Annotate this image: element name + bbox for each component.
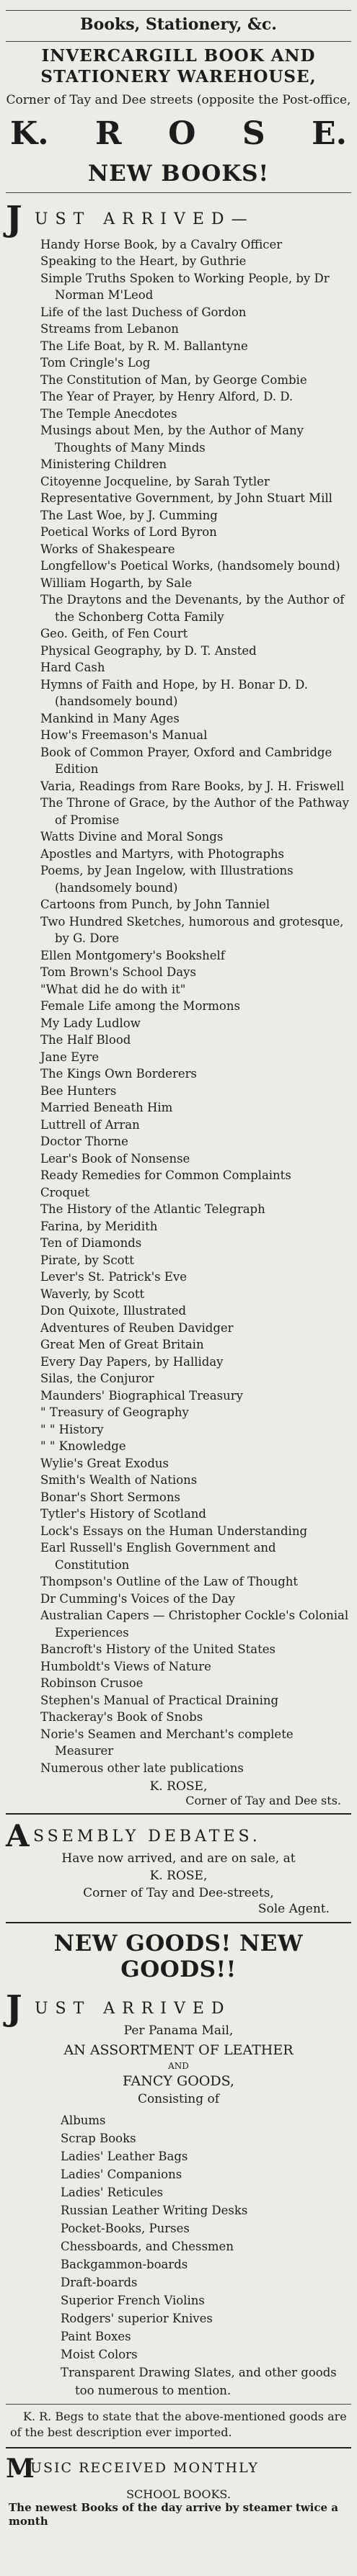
book-item: Representative Government, by John Stuart Mill: [40, 491, 332, 506]
book-item: "What did he do with it": [40, 982, 186, 996]
book-item: Bancroft's History of the United States: [40, 1642, 276, 1657]
assembly-heading: [6, 1818, 351, 1854]
assortment: AN ASSORTMENT OF LEATHER: [63, 2042, 294, 2059]
divider: [6, 41, 351, 42]
new-books-heading: NEW BOOKS!: [87, 160, 270, 187]
name-letter-s: S: [242, 115, 265, 152]
book-item: William Hogarth, by Sale: [40, 576, 193, 590]
book-item: Doctor Thorne: [40, 1135, 128, 1149]
book-item: Married Beneath Him: [40, 1101, 173, 1115]
steamer-line: The newest Books of the day arrive by steamer twice a month: [9, 2500, 338, 2528]
name-letter-k: K.: [10, 115, 49, 152]
quality-note: K. R. Begs to state that the above-mentioned goods are of the best description ever imported.: [10, 2410, 347, 2440]
goods-item: Ladies' Companions: [61, 2168, 182, 2182]
book-item: Watts Divine and Moral Songs: [40, 830, 224, 844]
assembly-line3: Corner of Tay and Dee-streets,: [83, 1885, 274, 1900]
book-item: Tom Cringle's Log: [40, 356, 151, 370]
book-item: Stephen's Manual of Practical Draining: [40, 1693, 279, 1707]
book-item: Pirate, by Scott: [40, 1253, 134, 1267]
drop-cap: J: [6, 1988, 22, 2029]
goods-item: Scrap Books: [61, 2132, 136, 2146]
assembly-line1: Have now arrived, and are on sale, at: [61, 1851, 296, 1866]
signature: K. ROSE,: [149, 1779, 208, 1794]
book-item: Every Day Papers, by Halliday: [40, 1354, 224, 1369]
book-item: Cartoons from Punch, by John Tanniel: [40, 898, 270, 912]
book-item: Streams from Lebanon: [40, 322, 179, 336]
and-text: AND: [168, 2060, 189, 2071]
book-item: Book of Common Prayer, Oxford and Cambridge Edition: [40, 745, 332, 777]
book-item: Robinson Crusoe: [40, 1676, 144, 1691]
divider: [6, 1813, 351, 1815]
goods-item: Rodgers' superior Knives: [61, 2312, 213, 2326]
book-item: Bonar's Short Sermons: [40, 1490, 180, 1504]
book-item: Don Quixote, Illustrated: [40, 1304, 187, 1318]
goods-item: Chessboards, and Chessmen: [61, 2240, 234, 2254]
name-letter-o: O: [168, 115, 196, 152]
goods-item: Draft-boards: [61, 2276, 138, 2290]
book-item: Hymns of Faith and Hope, by H. Bonar D. D. (handsomely bound): [40, 677, 309, 709]
goods-item: Ladies' Leather Bags: [61, 2150, 188, 2164]
book-item: Tytler's History of Scotland: [40, 1507, 206, 1521]
book-item: Varia, Readings from Rare Books, by J. H. Friswell: [40, 779, 345, 793]
book-item: Works of Shakespeare: [40, 542, 175, 556]
book-item: Australian Capers — Christopher Cockle's Colonial Experiences: [40, 1609, 349, 1640]
goods-item: Albums: [61, 2114, 106, 2128]
name-letter-e: E.: [312, 115, 347, 152]
book-item: The History of the Atlantic Telegraph: [40, 1202, 265, 1217]
book-item: Lock's Essays on the Human Understanding: [40, 1524, 308, 1538]
goods-item: Pocket-Books, Purses: [61, 2222, 190, 2236]
book-item: How's Freemason's Manual: [40, 728, 208, 743]
new-goods-banner: NEW GOODS! NEW GOODS!!: [53, 1931, 304, 1983]
book-item: Waverly, by Scott: [40, 1287, 145, 1301]
book-item: " " History: [40, 1422, 104, 1436]
book-item: Musings about Men, by the Author of Many Thoughts of Many Minds: [40, 424, 304, 455]
book-item: Physical Geography, by D. T. Ansted: [40, 643, 257, 658]
goods-item: Moist Colors: [61, 2348, 138, 2362]
book-item: The Year of Prayer, by Henry Alford, D. D.: [40, 390, 294, 404]
book-item: Speaking to the Heart, by Guthrie: [40, 254, 247, 269]
book-item: The Last Woe, by J. Cumming: [40, 508, 218, 522]
book-item: Norie's Seamen and Merchant's complete Measurer: [40, 1727, 294, 1758]
book-item: The Draytons and the Devenants, by the Author of the Schonberg Cotta Family: [40, 593, 345, 624]
book-item: Thackeray's Book of Snobs: [40, 1710, 203, 1725]
book-item: Mankind in Many Ages: [40, 711, 180, 725]
music-heading: [6, 2454, 351, 2483]
goods-item: Paint Boxes: [61, 2330, 131, 2344]
book-item: Bee Hunters: [40, 1083, 117, 1098]
divider: [6, 2447, 351, 2448]
book-item: Earl Russell's English Government and Constitution: [40, 1541, 276, 1572]
section-header: Books, Stationery, &c.: [80, 15, 277, 34]
book-item: Jane Eyre: [40, 1050, 100, 1064]
goods-list: [6, 2111, 351, 2400]
just-arrived-heading: [6, 198, 351, 239]
drop-rest: UST ARRIVED—: [35, 210, 255, 228]
book-item: " Treasury of Geography: [40, 1405, 189, 1420]
goods-item: Transparent Drawing Slates, and other goods too numerous to mention.: [61, 2366, 337, 2398]
proprietor-name: [6, 115, 351, 152]
store-address: Corner of Tay and Dee streets (opposite the Post-office,: [6, 92, 351, 107]
book-item: The Kings Own Borderers: [40, 1067, 197, 1081]
book-item: The Constitution of Man, by George Combie: [40, 372, 307, 387]
book-item: Hard Cash: [40, 661, 105, 675]
book-item: Numerous other late publications: [40, 1761, 244, 1775]
book-item: Smith's Wealth of Nations: [40, 1473, 198, 1488]
book-item: Longfellow's Poetical Works, (handsomely bound): [40, 559, 340, 573]
name-letter-r: R: [95, 115, 122, 152]
consisting-of: Consisting of: [137, 2092, 220, 2107]
book-item: Luttrell of Arran: [40, 1117, 140, 1132]
book-item: Apostles and Martyrs, with Photographs: [40, 846, 285, 861]
book-item: Lever's St. Patrick's Eve: [40, 1270, 187, 1284]
book-item: Thompson's Outline of the Law of Thought: [40, 1575, 299, 1589]
book-item: Adventures of Reuben Davidger: [40, 1320, 234, 1335]
drop-cap: M: [6, 2453, 35, 2484]
book-item: The Half Blood: [40, 1033, 131, 1047]
drop-cap: A: [6, 1818, 30, 1854]
divider: [6, 192, 351, 193]
book-item: The Throne of Grace, by the Author of the Pathway of Promise: [40, 796, 349, 827]
book-item: " " Knowledge: [40, 1439, 126, 1454]
goods-item: Superior French Violins: [61, 2294, 205, 2308]
book-item: Poetical Works of Lord Byron: [40, 525, 217, 540]
drop-cap: J: [6, 198, 22, 239]
book-item: Female Life among the Mormons: [40, 999, 240, 1014]
fancy-goods: FANCY GOODS,: [123, 2072, 234, 2089]
store-name-line2: STATIONERY WAREHOUSE,: [40, 66, 317, 86]
divider: [6, 10, 351, 11]
book-item: Ten of Diamonds: [40, 1236, 142, 1251]
sole-agent: Sole Agent.: [257, 1902, 330, 1917]
drop-rest: USIC RECEIVED MONTHLY: [30, 2459, 259, 2476]
newspaper-column: [6, 0, 351, 2528]
goods-heading: [6, 1988, 351, 2029]
book-item: Wylie's Great Exodus: [40, 1456, 169, 1470]
drop-rest: SSEMBLY DEBATES.: [33, 1828, 261, 1846]
book-item: Two Hundred Sketches, humorous and grotesque, by G. Dore: [40, 914, 344, 946]
assembly-line2: K. ROSE,: [149, 1868, 208, 1883]
book-item: Citoyenne Jocqueline, by Sarah Tytler: [40, 474, 270, 488]
book-item: Geo. Geith, of Fen Court: [40, 627, 188, 641]
signature-address: Corner of Tay and Dee sts.: [185, 1794, 341, 1808]
book-item: The Temple Anecdotes: [40, 406, 177, 421]
book-item: Dr Cumming's Voices of the Day: [40, 1591, 235, 1606]
book-item: Croquet: [40, 1185, 90, 1199]
book-item: Tom Brown's School Days: [40, 965, 196, 980]
school-books: SCHOOL BOOKS.: [126, 2487, 231, 2501]
book-item: Handy Horse Book, by a Cavalry Officer: [40, 237, 283, 251]
goods-item: Russian Leather Writing Desks: [61, 2204, 248, 2218]
book-item: Life of the last Duchess of Gordon: [40, 305, 247, 319]
book-item: Ellen Montgomery's Bookshelf: [40, 948, 225, 962]
book-item: Maunders' Biographical Treasury: [40, 1388, 243, 1403]
book-item: My Lady Ludlow: [40, 1016, 141, 1030]
book-item: Farina, by Meridith: [40, 1219, 158, 1233]
goods-item: Backgammon-boards: [61, 2258, 188, 2272]
book-item: The Life Boat, by R. M. Ballantyne: [40, 339, 248, 353]
book-item: Lear's Book of Nonsense: [40, 1151, 190, 1166]
per-mail: Per Panama Mail,: [123, 2023, 234, 2039]
store-name-line1: INVERCARGILL BOOK AND: [41, 46, 316, 66]
divider: [6, 2404, 351, 2405]
divider: [6, 1922, 351, 1923]
book-item: Simple Truths Spoken to Working People, by Dr Norman M'Leod: [40, 271, 330, 303]
book-item: Ready Remedies for Common Complaints: [40, 1168, 291, 1183]
book-item: Poems, by Jean Ingelow, with Illustrations (handsomely bound): [40, 864, 294, 895]
goods-item: Ladies' Reticules: [61, 2186, 164, 2200]
book-list: [6, 236, 351, 1777]
book-item: Humboldt's Views of Nature: [40, 1659, 211, 1673]
drop-rest: UST ARRIVED: [35, 2000, 232, 2018]
book-item: Silas, the Conjuror: [40, 1372, 154, 1386]
book-item: Ministering Children: [40, 457, 167, 472]
book-item: Great Men of Great Britain: [40, 1338, 204, 1352]
